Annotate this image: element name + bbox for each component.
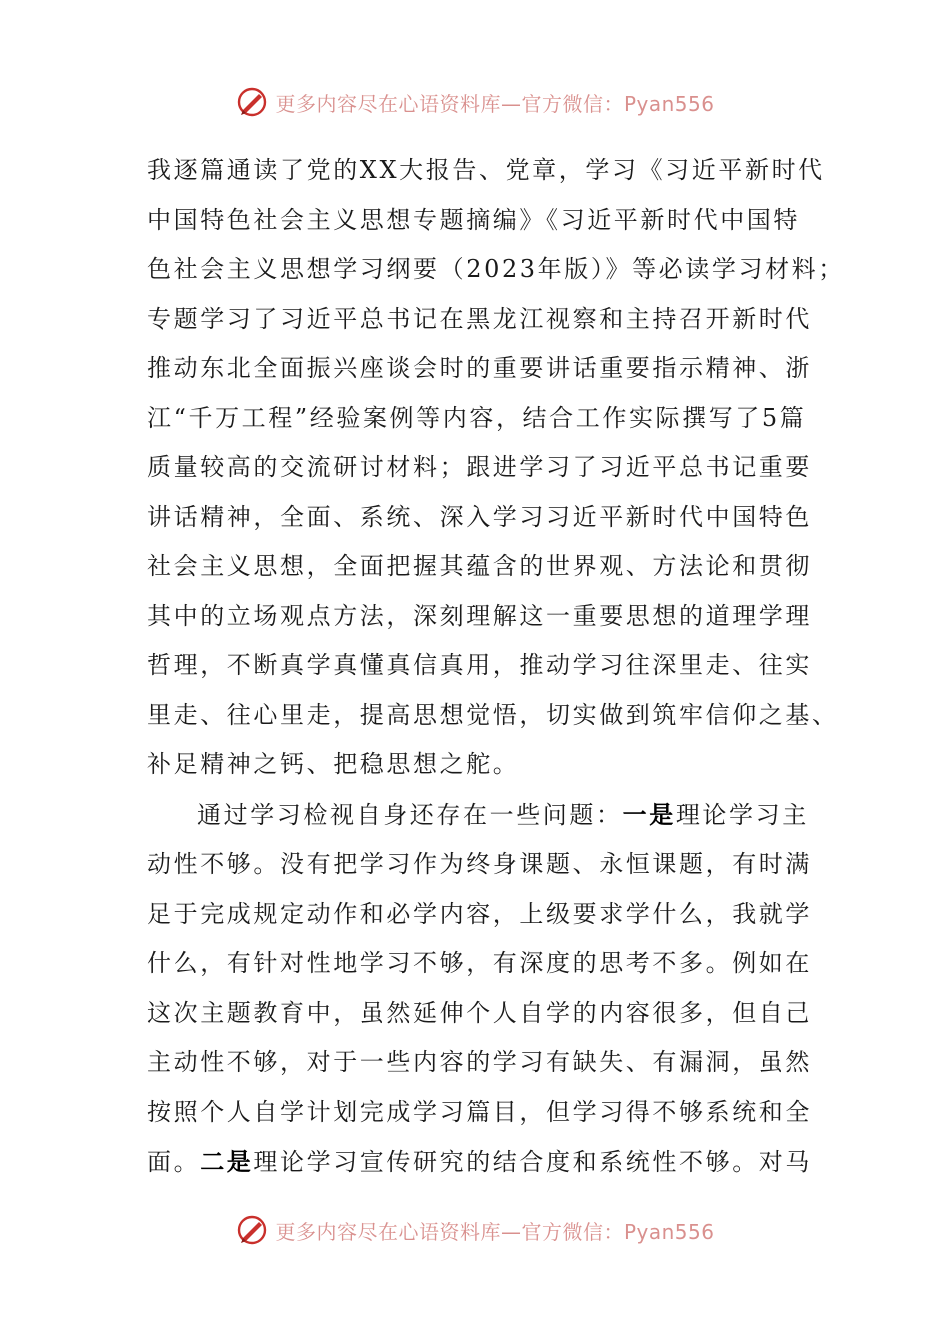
watermark-text: 更多内容尽在心语资料库—官方微信：Pyan556 bbox=[275, 1219, 715, 1244]
document-body bbox=[147, 146, 845, 1188]
text-line: 其中的立场观点方法，深刻理解这一重要思想的道理学理 bbox=[147, 601, 812, 630]
text-line: 中国特色社会主义思想专题摘编》《习近平新时代中国特 bbox=[147, 205, 800, 234]
text-line: 动性不够。没有把学习作为终身课题、永恒课题，有时满 bbox=[147, 850, 812, 878]
watermark-footer bbox=[0, 1210, 950, 1250]
text-line: 专题学习了习近平总书记在黑龙江视察和主持召开新时代 bbox=[147, 304, 812, 333]
text-run: 理论学习主 bbox=[675, 800, 809, 829]
text-line bbox=[147, 1137, 813, 1188]
pen-circle-logo-icon bbox=[235, 1213, 269, 1247]
text-line: 里走、往心里走，提高思想觉悟，切实做到筑牢信仰之基、 bbox=[147, 700, 839, 729]
watermark-header bbox=[0, 82, 950, 122]
paragraph-2 bbox=[147, 790, 813, 1188]
bold-marker: 一是 bbox=[622, 799, 676, 829]
text-line: 我逐篇通读了党的XX大报告、党章，学习《习近平新时代 bbox=[147, 156, 825, 184]
text-run: 通过学习检视自身还存在一些问题： bbox=[197, 800, 623, 829]
text-line: 讲话精神，全面、系统、深入学习习近平新时代中国特色 bbox=[147, 502, 812, 531]
text-line: 足于完成规定动作和必学内容，上级要求学什么，我就学 bbox=[147, 899, 812, 928]
text-line: 补足精神之钙、把稳思想之舵。 bbox=[147, 750, 520, 778]
text-line: 主动性不够，对于一些内容的学习有缺失、有漏洞，虽然 bbox=[147, 1048, 812, 1076]
text-line: 推动东北全面振兴座谈会时的重要讲话重要指示精神、浙 bbox=[147, 354, 812, 382]
text-line: 质量较高的交流研讨材料；跟进学习了习近平总书记重要 bbox=[147, 453, 812, 481]
paragraph-1 bbox=[147, 146, 845, 790]
watermark-text: 更多内容尽在心语资料库—官方微信：Pyan556 bbox=[275, 91, 715, 116]
text-line: 什么，有针对性地学习不够，有深度的思考不多。例如在 bbox=[147, 949, 812, 977]
text-run: 面。 bbox=[147, 1148, 201, 1176]
text-line bbox=[147, 790, 807, 841]
text-run: 理论学习宣传研究的结合度和系统性不够。对马 bbox=[253, 1148, 813, 1176]
pen-circle-logo-icon bbox=[235, 85, 269, 119]
text-line: 色社会主义思想学习纲要（2023年版）》等必读学习材料； bbox=[147, 255, 845, 283]
text-line: 哲理，不断真学真懂真信真用，推动学习往深里走、往实 bbox=[147, 651, 812, 679]
text-line: 江“千万工程”经验案例等内容，结合工作实际撰写了5篇 bbox=[147, 403, 807, 432]
text-line: 社会主义思想，全面把握其蕴含的世界观、方法论和贯彻 bbox=[147, 552, 812, 580]
text-line: 按照个人自学计划完成学习篇目，但学习得不够系统和全 bbox=[147, 1097, 812, 1126]
text-line: 这次主题教育中，虽然延伸个人自学的内容很多，但自己 bbox=[147, 998, 812, 1027]
bold-marker: 二是 bbox=[200, 1147, 254, 1176]
